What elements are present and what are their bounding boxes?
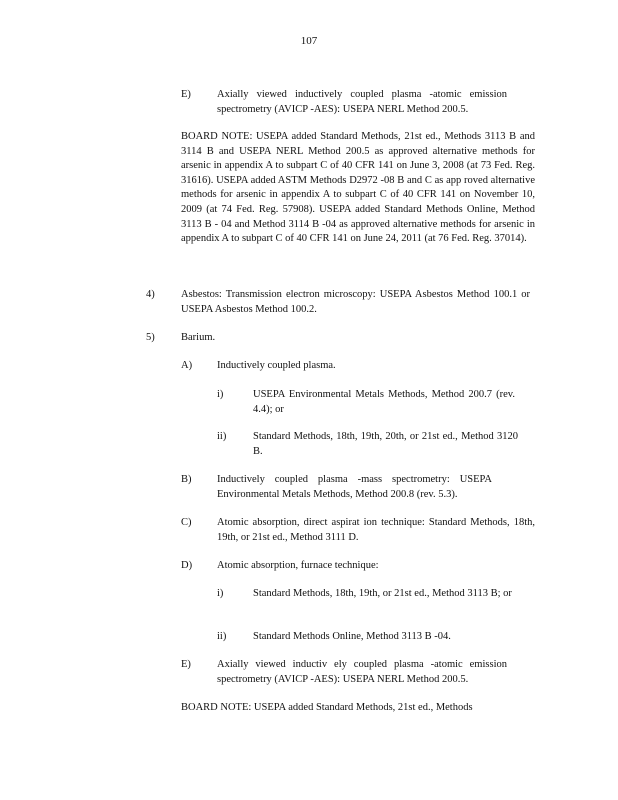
item-5-label: 5) bbox=[146, 332, 155, 343]
item-5b-label: B) bbox=[181, 474, 192, 485]
item-5d-text: Atomic absorption, furnace technique: bbox=[217, 560, 379, 571]
item-5d-ii-label: ii) bbox=[217, 631, 227, 642]
item-5c-text: Atomic absorption, direct aspirat ion technique: Standard Methods, 18th, 19th, or 21st ed., Method 3111 D. bbox=[217, 517, 535, 543]
item-5-text: Barium. bbox=[181, 332, 216, 343]
item-e-label: E) bbox=[181, 89, 191, 100]
item-5b-text: Inductively coupled plasma -mass spectrometry: USEPA Environmental Metals Methods, Method 200.8 (rev. 5.3). bbox=[217, 474, 492, 500]
item-e-text: Axially viewed inductively coupled plasma -atomic emission spectrometry (AVICP -AES): USEPA NERL Method 200.5. bbox=[217, 89, 507, 115]
item-5e-label: E) bbox=[181, 659, 191, 670]
item-5d-i-text: Standard Methods, 18th, 19th, or 21st ed., Method 3113 B; or bbox=[253, 588, 512, 599]
item-5a-text: Inductively coupled plasma. bbox=[217, 360, 336, 371]
item-5c-label: C) bbox=[181, 517, 192, 528]
page-number: 107 bbox=[300, 35, 318, 47]
item-4-text: Asbestos: Transmission electron microscopy: USEPA Asbestos Method 100.1 or USEPA Asbestos Method 100.2. bbox=[181, 289, 530, 315]
item-5a-label: A) bbox=[181, 360, 193, 371]
item-5d-i-label: i) bbox=[217, 588, 224, 599]
item-5a-ii-label: ii) bbox=[217, 431, 227, 442]
board-note-barium: BOARD NOTE: USEPA added Standard Methods, 21st ed., Methods bbox=[181, 702, 473, 713]
item-5d-ii-text: Standard Methods Online, Method 3113 B -04. bbox=[253, 631, 451, 642]
item-5a-i-text: USEPA Environmental Metals Methods, Method 200.7 (rev. 4.4); or bbox=[253, 389, 515, 415]
item-4-label: 4) bbox=[146, 289, 155, 300]
item-5d-label: D) bbox=[181, 560, 193, 571]
item-5a-i-label: i) bbox=[217, 389, 224, 400]
item-5e-text: Axially viewed inductiv ely coupled plasma -atomic emission spectrometry (AVICP -AES): USEPA NERL Method 200.5. bbox=[217, 659, 507, 685]
item-5a-ii-text: Standard Methods, 18th, 19th, 20th, or 21st ed., Method 3120 B. bbox=[253, 431, 518, 457]
board-note-arsenic: BOARD NOTE: USEPA added Standard Methods, 21st ed., Methods 3113 B and 3114 B and USEPA NERL Method 200.5 as approved alternative methods for arsenic in appendix A to subpart C of 40 CFR 141 on June 3, 2008 (at 73 Fed. Reg. 31616). USEPA added ASTM Methods D2972 -08 B and C as app roved alternative methods for arsenic in appendix A to subpart C of 40 CFR 141 on November 10, 2009 (at 74 Fed. Reg. 57908). USEPA added Standard Methods Online, Method 3113 B - 04 and Method 3114 B -04 as approved alternative methods for arsenic in appendix A to subpart C of 40 CFR 141 on June 24, 2011 (at 76 Fed. Reg. 37014). bbox=[181, 131, 535, 245]
